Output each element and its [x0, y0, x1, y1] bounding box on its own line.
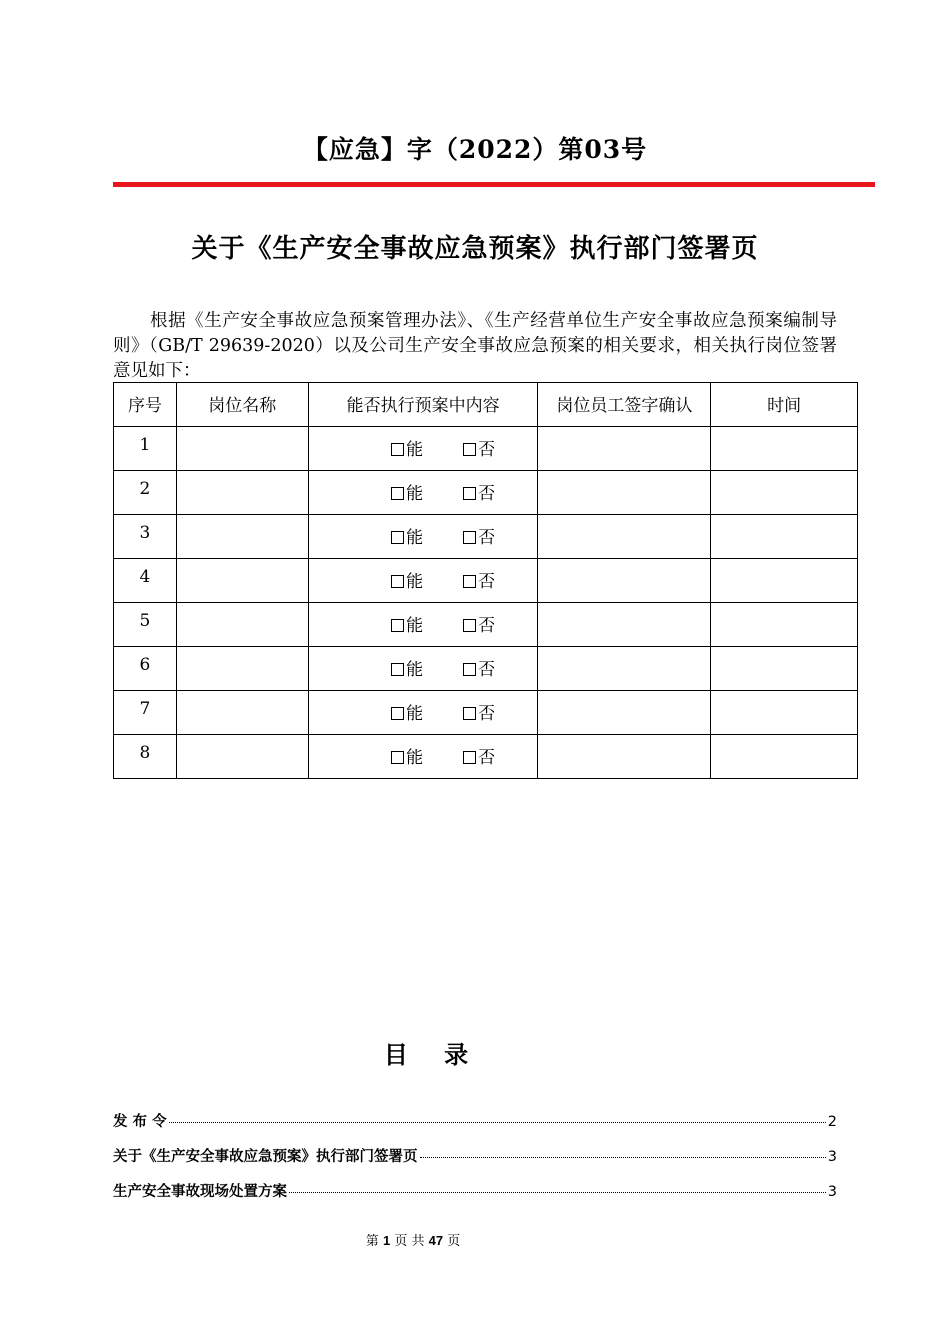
option-yes-checkbox[interactable] — [351, 479, 463, 504]
toc-entry-label: 关于《生产安全事故应急预案》执行部门签署页 — [113, 1149, 418, 1165]
checkbox-icon — [391, 663, 404, 676]
document-number: 【应急】字（2022）第03号 — [302, 135, 648, 164]
checkbox-icon — [463, 751, 476, 764]
intro-paragraph: 根据《生产安全事故应急预案管理办法》、《生产经营单位生产安全事故应急预案编制导则》（GB/T 29639-2020）以及公司生产安全事故应急预案的相关要求，相关执行岗位签署意见如下： — [113, 311, 837, 381]
option-yes-checkbox[interactable] — [351, 611, 463, 636]
option-yes-label: 能 — [406, 616, 424, 636]
option-yes-label: 能 — [406, 484, 424, 504]
execute-option-cell — [308, 603, 538, 647]
toc-entry-page: 2 — [827, 1114, 837, 1130]
footer-middle: 页 共 — [394, 1234, 425, 1249]
position-name-cell[interactable] — [176, 559, 308, 603]
toc-entry[interactable] — [113, 1110, 837, 1131]
execute-option-cell — [308, 515, 538, 559]
option-yes-checkbox[interactable] — [351, 743, 463, 768]
row-serial: 8 — [114, 735, 177, 779]
header-position: 岗位名称 — [176, 383, 308, 427]
checkbox-icon — [391, 619, 404, 632]
position-name-cell[interactable] — [176, 603, 308, 647]
option-yes-label: 能 — [406, 440, 424, 460]
table-row — [114, 691, 858, 735]
position-name-cell[interactable] — [176, 691, 308, 735]
option-no-label: 否 — [478, 484, 496, 504]
time-cell[interactable] — [711, 735, 858, 779]
option-no-label: 否 — [478, 528, 496, 548]
position-name-cell[interactable] — [176, 647, 308, 691]
checkbox-icon — [463, 707, 476, 720]
signature-cell[interactable] — [538, 515, 711, 559]
page-title: 关于《生产安全事故应急预案》执行部门签署页 — [191, 234, 759, 264]
signature-cell[interactable] — [538, 735, 711, 779]
table-row — [114, 471, 858, 515]
execute-option-cell — [308, 691, 538, 735]
position-name-cell[interactable] — [176, 427, 308, 471]
table-row — [114, 515, 858, 559]
header-signature: 岗位员工签字确认 — [538, 383, 711, 427]
table-header-row — [114, 383, 858, 427]
option-yes-label: 能 — [406, 748, 424, 768]
option-no-checkbox[interactable] — [463, 743, 495, 768]
signature-cell[interactable] — [538, 647, 711, 691]
execute-option-cell — [308, 735, 538, 779]
table-row — [114, 647, 858, 691]
option-no-checkbox[interactable] — [463, 611, 495, 636]
header-serial: 序号 — [114, 383, 177, 427]
signature-cell[interactable] — [538, 559, 711, 603]
row-serial: 2 — [114, 471, 177, 515]
footer-prefix: 第 — [365, 1234, 379, 1249]
checkbox-icon — [391, 575, 404, 588]
table-row — [114, 559, 858, 603]
footer-suffix: 页 — [447, 1234, 461, 1249]
table-row — [114, 427, 858, 471]
time-cell[interactable] — [711, 691, 858, 735]
signature-cell[interactable] — [538, 427, 711, 471]
checkbox-icon — [463, 443, 476, 456]
position-name-cell[interactable] — [176, 735, 308, 779]
option-no-label: 否 — [478, 704, 496, 724]
time-cell[interactable] — [711, 515, 858, 559]
toc-entry[interactable] — [113, 1180, 837, 1201]
checkbox-icon — [391, 707, 404, 720]
option-yes-label: 能 — [406, 528, 424, 548]
time-cell[interactable] — [711, 471, 858, 515]
signature-cell[interactable] — [538, 691, 711, 735]
header-time: 时间 — [711, 383, 858, 427]
toc-title: 目 录 — [383, 1040, 483, 1069]
toc-leader-dots — [420, 1157, 826, 1158]
checkbox-icon — [463, 575, 476, 588]
option-yes-checkbox[interactable] — [351, 435, 463, 460]
option-yes-label: 能 — [406, 572, 424, 592]
checkbox-icon — [463, 619, 476, 632]
toc-entry-label: 生产安全事故现场处置方案 — [113, 1184, 287, 1200]
checkbox-icon — [463, 531, 476, 544]
signature-table — [113, 382, 858, 779]
option-no-checkbox[interactable] — [463, 655, 495, 680]
checkbox-icon — [391, 531, 404, 544]
toc-entry-page: 3 — [827, 1149, 837, 1165]
option-no-label: 否 — [478, 660, 496, 680]
option-no-label: 否 — [478, 616, 496, 636]
execute-option-cell — [308, 559, 538, 603]
row-serial: 7 — [114, 691, 177, 735]
row-serial: 4 — [114, 559, 177, 603]
option-no-label: 否 — [478, 572, 496, 592]
row-serial: 3 — [114, 515, 177, 559]
checkbox-icon — [463, 487, 476, 500]
option-yes-label: 能 — [406, 660, 424, 680]
row-serial: 1 — [114, 427, 177, 471]
signature-cell[interactable] — [538, 603, 711, 647]
time-cell[interactable] — [711, 559, 858, 603]
position-name-cell[interactable] — [176, 471, 308, 515]
toc-entry-label: 发 布 令 — [113, 1114, 167, 1130]
checkbox-icon — [391, 751, 404, 764]
option-yes-checkbox[interactable] — [351, 567, 463, 592]
position-name-cell[interactable] — [176, 515, 308, 559]
header-can-execute: 能否执行预案中内容 — [308, 383, 538, 427]
option-yes-label: 能 — [406, 704, 424, 724]
time-cell[interactable] — [711, 427, 858, 471]
execute-option-cell — [308, 471, 538, 515]
row-serial: 6 — [114, 647, 177, 691]
toc-leader-dots — [169, 1122, 826, 1123]
toc-entry[interactable] — [113, 1145, 837, 1166]
execute-option-cell — [308, 647, 538, 691]
option-no-label: 否 — [478, 748, 496, 768]
toc-entry-page: 3 — [827, 1184, 837, 1200]
option-yes-checkbox[interactable] — [351, 699, 463, 724]
page-footer — [0, 1230, 826, 1249]
footer-total-pages: 47 — [428, 1233, 444, 1248]
option-no-checkbox[interactable] — [463, 699, 495, 724]
option-no-checkbox[interactable] — [463, 523, 495, 548]
checkbox-icon — [463, 663, 476, 676]
option-no-checkbox[interactable] — [463, 567, 495, 592]
option-no-checkbox[interactable] — [463, 479, 495, 504]
row-serial: 5 — [114, 603, 177, 647]
checkbox-icon — [391, 487, 404, 500]
red-divider — [113, 182, 875, 187]
table-row — [114, 603, 858, 647]
signature-cell[interactable] — [538, 471, 711, 515]
execute-option-cell — [308, 427, 538, 471]
footer-current-page: 1 — [382, 1233, 391, 1248]
time-cell[interactable] — [711, 647, 858, 691]
table-row — [114, 735, 858, 779]
time-cell[interactable] — [711, 603, 858, 647]
option-no-checkbox[interactable] — [463, 435, 495, 460]
option-yes-checkbox[interactable] — [351, 523, 463, 548]
checkbox-icon — [391, 443, 404, 456]
toc-leader-dots — [289, 1192, 826, 1193]
option-no-label: 否 — [478, 440, 496, 460]
option-yes-checkbox[interactable] — [351, 655, 463, 680]
